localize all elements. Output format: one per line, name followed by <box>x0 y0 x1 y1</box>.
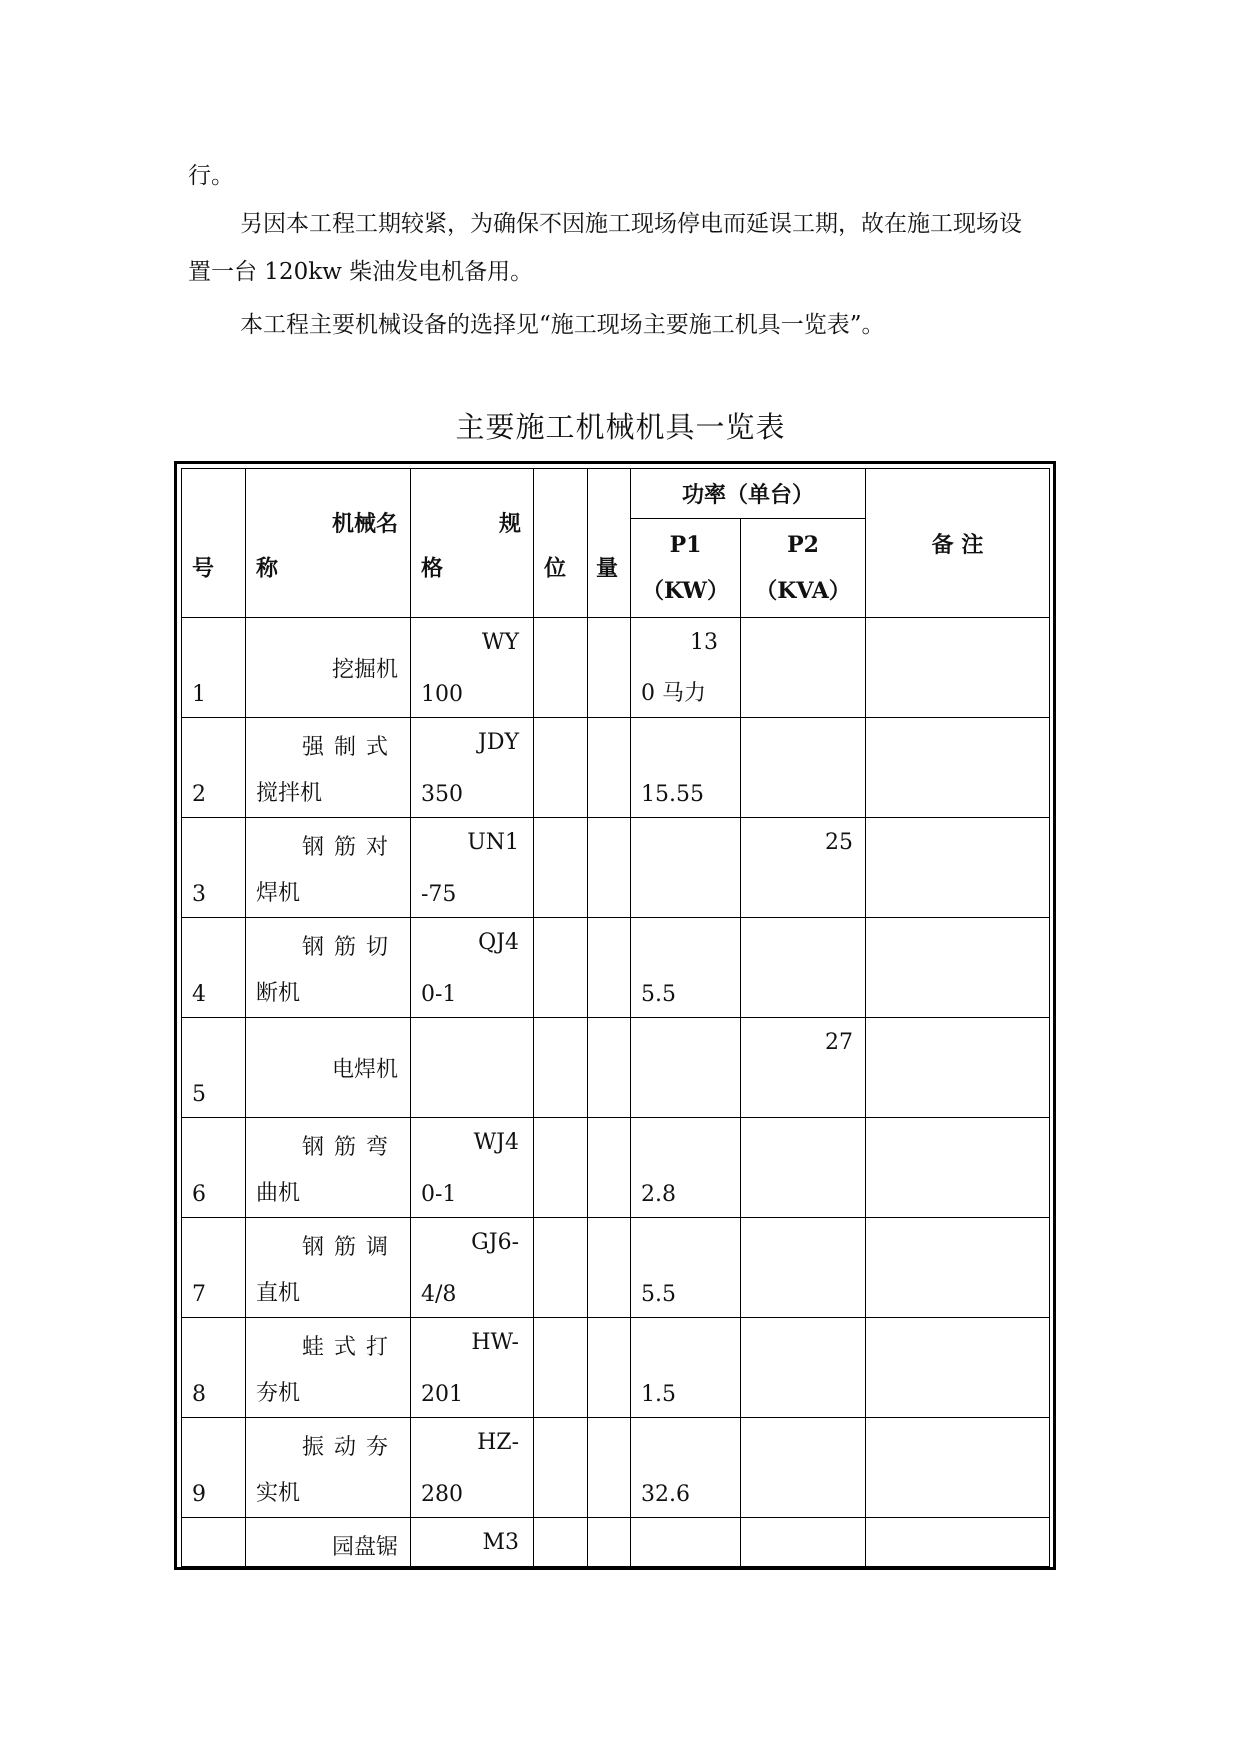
p1-value: 2.8 <box>641 1182 676 1207</box>
header-p1 <box>631 519 741 618</box>
table-row <box>182 1518 1050 1567</box>
equipment-table <box>181 468 1050 1567</box>
spec-top: WJ4 <box>473 1130 519 1155</box>
cell-p2 <box>741 1518 866 1567</box>
cell-unit <box>534 1118 588 1218</box>
row-number: 2 <box>192 782 206 807</box>
spec-top: WY <box>481 630 519 655</box>
p1-value: 15.55 <box>641 782 704 807</box>
table-title: 主要施工机械机具一览表 <box>455 410 786 444</box>
cell-p1 <box>631 1318 741 1418</box>
header-name-top: 机械名 <box>331 511 398 537</box>
cell-no <box>182 1218 246 1318</box>
cell-remark <box>866 818 1050 918</box>
machine-name-top: 强制式 <box>301 735 398 760</box>
cell-p2 <box>741 1418 866 1518</box>
table-row <box>182 1218 1050 1318</box>
cell-p1 <box>631 1518 741 1567</box>
table-row <box>182 618 1050 718</box>
row-number: 8 <box>192 1382 206 1407</box>
cell-remark <box>866 1318 1050 1418</box>
paragraph-line-3: 置一台 120kw 柴油发电机备用。 <box>188 259 534 285</box>
cell-remark <box>866 1418 1050 1518</box>
cell-no <box>182 1318 246 1418</box>
table-row <box>182 1118 1050 1218</box>
header-remark <box>866 469 1050 618</box>
cell-p1 <box>631 818 741 918</box>
machine-name-top: 振动夯 <box>301 1435 398 1460</box>
cell-spec <box>411 1118 534 1218</box>
header-power <box>631 469 866 519</box>
header-p2-unit: （KVA） <box>755 578 851 605</box>
machine-name-bot: 搅拌机 <box>256 781 323 806</box>
header-p1-label: P1 <box>669 532 702 559</box>
spec-bot: 350 <box>421 782 463 807</box>
machine-name: 电焊机 <box>331 1057 398 1082</box>
cell-name <box>246 718 411 818</box>
cell-name <box>246 1118 411 1218</box>
spec-top: QJ4 <box>478 930 519 955</box>
cell-name <box>246 1318 411 1418</box>
cell-name <box>246 1418 411 1518</box>
row-number: 5 <box>192 1082 206 1107</box>
cell-p2 <box>741 1318 866 1418</box>
machine-name-top: 钢筋对 <box>301 835 398 860</box>
header-qty <box>588 469 631 618</box>
cell-no <box>182 1118 246 1218</box>
machine-name-top: 蛙式打 <box>301 1335 398 1360</box>
machine-name: 挖掘机 <box>331 657 398 682</box>
cell-p2 <box>741 1118 866 1218</box>
cell-unit <box>534 618 588 718</box>
cell-remark <box>866 1018 1050 1118</box>
spec-top: JDY <box>478 730 519 755</box>
equipment-table-frame <box>174 461 1056 1570</box>
spec-bot: 100 <box>421 682 463 707</box>
cell-qty <box>588 1218 631 1318</box>
cell-remark <box>866 1218 1050 1318</box>
machine-name-bot: 直机 <box>256 1281 301 1306</box>
header-spec <box>411 469 534 618</box>
table-row <box>182 1318 1050 1418</box>
cell-spec <box>411 1018 534 1118</box>
header-power-label: 功率（单台） <box>682 482 815 509</box>
cell-qty <box>588 818 631 918</box>
header-p1-unit: （KW） <box>641 578 730 605</box>
spec-top: M3 <box>482 1530 519 1555</box>
spec-bot: 280 <box>421 1482 463 1507</box>
machine-name-top: 钢筋调 <box>301 1235 398 1260</box>
cell-unit <box>534 1218 588 1318</box>
cell-unit <box>534 718 588 818</box>
cell-unit <box>534 1518 588 1567</box>
cell-no <box>182 818 246 918</box>
cell-p2 <box>741 1218 866 1318</box>
cell-remark <box>866 918 1050 1018</box>
header-no <box>182 469 246 618</box>
cell-remark <box>866 718 1050 818</box>
cell-spec <box>411 618 534 718</box>
cell-p2 <box>741 1018 866 1118</box>
cell-p1 <box>631 1118 741 1218</box>
spec-bot: 4/8 <box>421 1282 457 1307</box>
cell-spec <box>411 1518 534 1567</box>
cell-no <box>182 1518 246 1567</box>
table-row <box>182 1018 1050 1118</box>
p2-value: 27 <box>825 1030 854 1055</box>
spec-top: HZ- <box>477 1430 519 1455</box>
machine-name-top: 钢筋弯 <box>301 1135 398 1160</box>
cell-qty <box>588 918 631 1018</box>
row-number: 4 <box>192 982 206 1007</box>
header-unit-label: 位 <box>544 555 567 582</box>
cell-p1 <box>631 1218 741 1318</box>
cell-name <box>246 818 411 918</box>
row-number: 6 <box>192 1182 206 1207</box>
table-row <box>182 818 1050 918</box>
cell-remark <box>866 1518 1050 1567</box>
cell-name <box>246 1018 411 1118</box>
cell-spec <box>411 918 534 1018</box>
spec-top: GJ6- <box>471 1230 519 1255</box>
paragraph-line-1: 行。 <box>188 163 234 189</box>
spec-bot: -75 <box>421 882 457 907</box>
table-row <box>182 1418 1050 1518</box>
cell-spec <box>411 1318 534 1418</box>
cell-no <box>182 1418 246 1518</box>
cell-p1 <box>631 918 741 1018</box>
machine-name-top: 钢筋切 <box>301 935 398 960</box>
cell-p2 <box>741 918 866 1018</box>
spec-bot: 0-1 <box>421 1182 457 1207</box>
p1-top: 13 <box>690 630 718 655</box>
cell-unit <box>534 818 588 918</box>
cell-name <box>246 1218 411 1318</box>
machine-name-bot: 曲机 <box>256 1181 301 1206</box>
cell-spec <box>411 818 534 918</box>
cell-qty <box>588 618 631 718</box>
p1-value: 5.5 <box>641 982 676 1007</box>
cell-no <box>182 1018 246 1118</box>
cell-unit <box>534 1318 588 1418</box>
cell-p1 <box>631 1418 741 1518</box>
header-spec-top: 规 <box>498 511 521 537</box>
cell-unit <box>534 918 588 1018</box>
cell-name <box>246 918 411 1018</box>
header-qty-label: 量 <box>596 555 619 582</box>
cell-p2 <box>741 718 866 818</box>
p1-value: 1.5 <box>641 1382 676 1407</box>
cell-unit <box>534 1418 588 1518</box>
header-name <box>246 469 411 618</box>
cell-qty <box>588 1418 631 1518</box>
paragraph-line-4: 本工程主要机械设备的选择见“施工现场主要施工机具一览表”。 <box>240 312 885 338</box>
machine-name-bot: 实机 <box>256 1481 301 1506</box>
header-name-bot: 称 <box>256 555 279 582</box>
spec-top: HW- <box>471 1330 519 1355</box>
cell-p1 <box>631 718 741 818</box>
cell-qty <box>588 1018 631 1118</box>
spec-bot: 201 <box>421 1382 463 1407</box>
row-number: 1 <box>192 682 206 707</box>
spec-bot: 0-1 <box>421 982 457 1007</box>
cell-p2 <box>741 618 866 718</box>
table-row <box>182 718 1050 818</box>
machine-name-bot: 焊机 <box>256 881 301 906</box>
cell-p1 <box>631 618 741 718</box>
row-number: 3 <box>192 882 206 907</box>
header-spec-bot: 格 <box>421 555 444 582</box>
header-p2-label: P2 <box>787 532 819 559</box>
cell-spec <box>411 718 534 818</box>
p1-value: 5.5 <box>641 1282 676 1307</box>
p1-value: 0 马力 <box>641 681 706 706</box>
p2-value: 25 <box>825 830 854 855</box>
p1-value: 32.6 <box>641 1482 690 1507</box>
machine-name-bot: 夯机 <box>256 1381 301 1406</box>
cell-qty <box>588 1518 631 1567</box>
cell-no <box>182 918 246 1018</box>
cell-qty <box>588 718 631 818</box>
cell-unit <box>534 1018 588 1118</box>
header-p2 <box>741 519 866 618</box>
cell-name <box>246 1518 411 1567</box>
row-number: 7 <box>192 1282 206 1307</box>
header-unit <box>534 469 588 618</box>
cell-spec <box>411 1218 534 1318</box>
cell-p2 <box>741 818 866 918</box>
row-number: 9 <box>192 1482 206 1507</box>
cell-remark <box>866 1118 1050 1218</box>
machine-name-bot: 断机 <box>256 981 301 1006</box>
machine-name-top: 园盘锯 <box>331 1535 398 1560</box>
cell-name <box>246 618 411 718</box>
cell-no <box>182 718 246 818</box>
header-remark-label: 备 注 <box>931 531 984 558</box>
cell-spec <box>411 1418 534 1518</box>
cell-remark <box>866 618 1050 718</box>
spec-top: UN1 <box>467 830 519 855</box>
cell-p1 <box>631 1018 741 1118</box>
cell-qty <box>588 1118 631 1218</box>
cell-qty <box>588 1318 631 1418</box>
table-row <box>182 918 1050 1018</box>
paragraph-line-2: 另因本工程工期较紧，为确保不因施工现场停电而延误工期，故在施工现场设 <box>240 211 1022 237</box>
cell-no <box>182 618 246 718</box>
header-no-label: 号 <box>192 555 215 582</box>
